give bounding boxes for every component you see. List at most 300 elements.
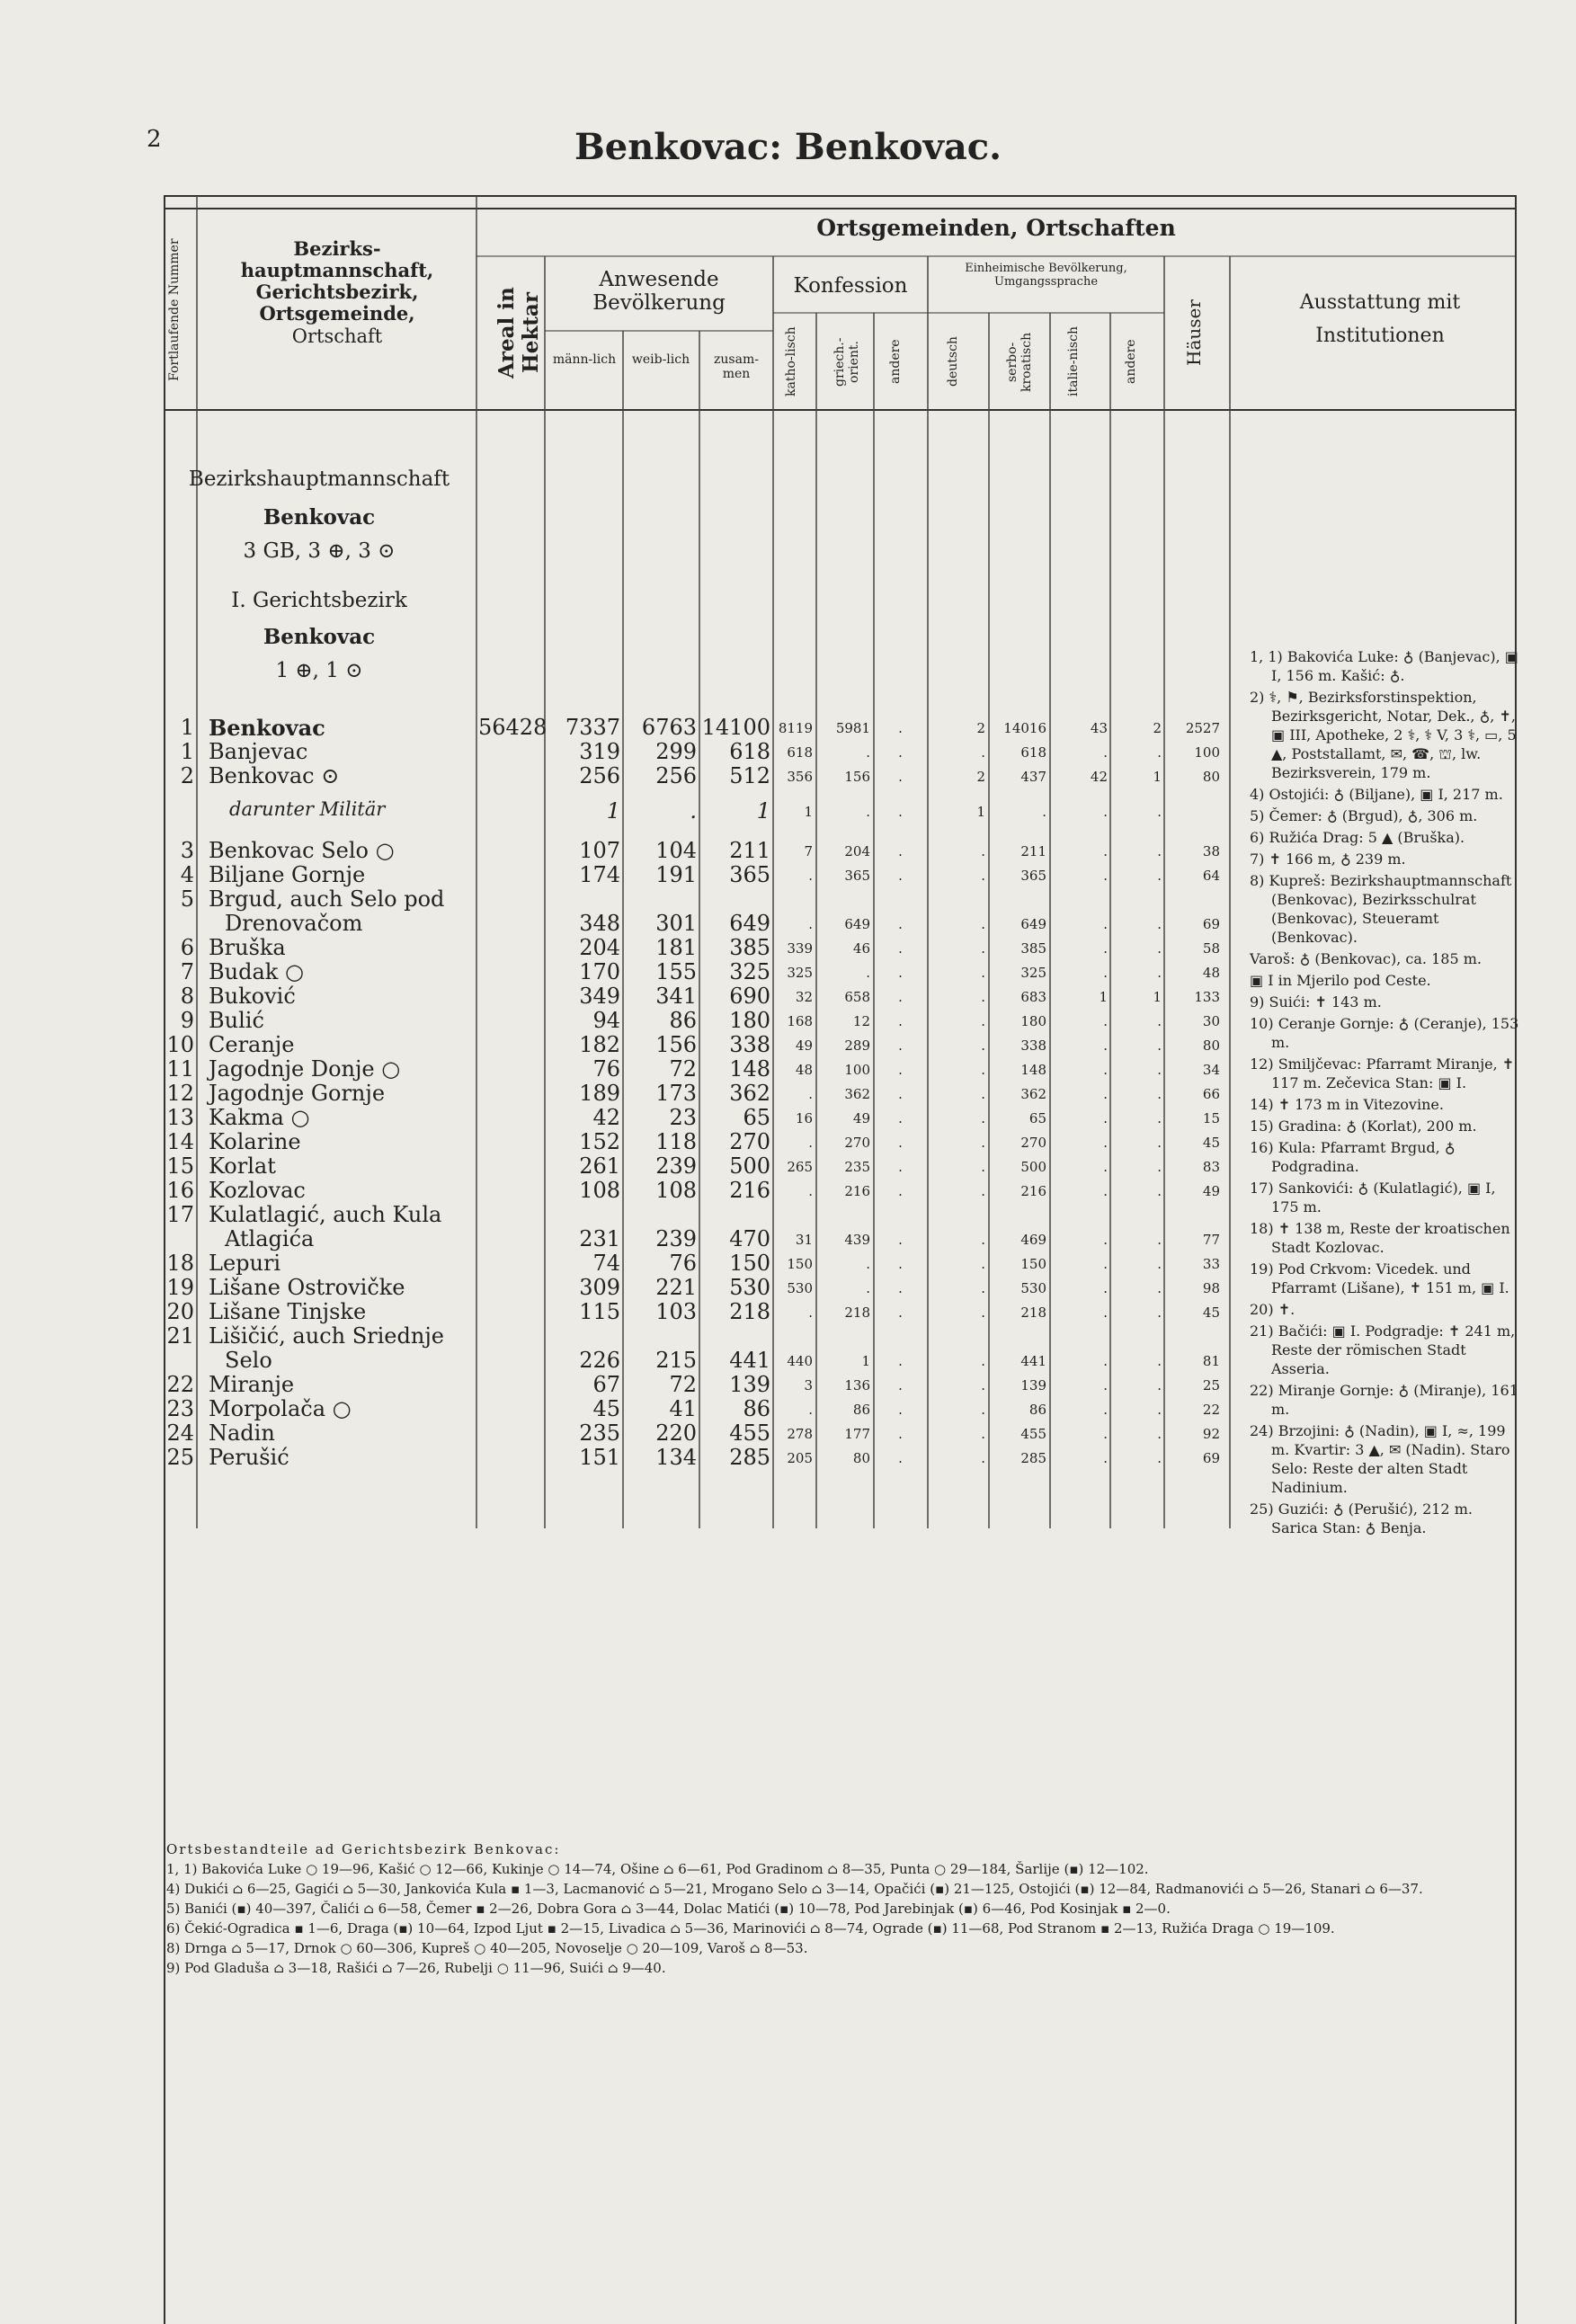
cell-it: 42 bbox=[1090, 769, 1108, 785]
row-name: darunter Militär bbox=[229, 798, 386, 820]
row-name: Banjevac bbox=[209, 739, 308, 764]
cell-gr: 439 bbox=[844, 1232, 870, 1248]
cell-h: 133 bbox=[1194, 989, 1220, 1005]
cell-it: . bbox=[1103, 1110, 1108, 1126]
cell-and: . bbox=[898, 1402, 903, 1418]
row-name: Jagodnje Gornje bbox=[209, 1081, 386, 1106]
cell-kath: 339 bbox=[787, 940, 813, 957]
row-name: Lepuri bbox=[209, 1251, 281, 1276]
cell-an: . bbox=[1157, 1232, 1162, 1248]
note-item: 9) Suići: ✝ 143 m. bbox=[1250, 993, 1382, 1011]
cell-w: 76 bbox=[669, 1251, 697, 1276]
note-item: 10) Ceranje Gornje: ♁ (Ceranje), 153 m. bbox=[1250, 1015, 1519, 1051]
cell-gr: 204 bbox=[844, 843, 870, 859]
cell-w: 215 bbox=[655, 1348, 697, 1373]
header-areal: Areal in Hektar bbox=[494, 287, 543, 378]
cell-it: . bbox=[1103, 1159, 1108, 1175]
cell-it: . bbox=[1103, 940, 1108, 957]
cell-it: . bbox=[1103, 744, 1108, 761]
cell-nr: 21 bbox=[166, 1323, 194, 1349]
cell-gr: 156 bbox=[844, 769, 870, 785]
section-counts: 3 GB, 3 ⊕, 3 ⊙ bbox=[243, 539, 396, 563]
header-italienisch: italie-nisch bbox=[1066, 326, 1081, 397]
cell-w: 299 bbox=[655, 739, 697, 764]
cell-it: . bbox=[1103, 965, 1108, 981]
cell-and: . bbox=[898, 1256, 903, 1272]
cell-and: . bbox=[898, 843, 903, 859]
cell-kath: 16 bbox=[795, 1110, 813, 1126]
cell-m: 74 bbox=[592, 1251, 620, 1276]
cell-an: . bbox=[1157, 1037, 1162, 1054]
note-item: 25) Guzići: ♁ (Perušić), 212 m. Sarica Stan: ♁ Benja. bbox=[1250, 1500, 1473, 1536]
row-name: Ceranje bbox=[209, 1032, 295, 1057]
row-name: Perušić bbox=[209, 1445, 289, 1470]
cell-m: 349 bbox=[579, 984, 620, 1009]
cell-gr: . bbox=[866, 965, 870, 981]
cell-kath: 31 bbox=[795, 1232, 813, 1248]
cell-w: 239 bbox=[655, 1153, 697, 1179]
cell-w: 173 bbox=[655, 1081, 697, 1106]
cell-w: 181 bbox=[655, 935, 697, 960]
cell-w: 301 bbox=[655, 911, 697, 936]
cell-an: . bbox=[1157, 940, 1162, 957]
cell-m: 256 bbox=[579, 763, 620, 788]
cell-de: . bbox=[981, 989, 985, 1005]
row-name: Buković bbox=[209, 984, 296, 1009]
cell-z: 470 bbox=[729, 1226, 770, 1251]
row-name: Korlat bbox=[209, 1153, 276, 1179]
cell-nr: 1 bbox=[180, 715, 194, 740]
cell-and: . bbox=[898, 940, 903, 957]
cell-m: 45 bbox=[592, 1396, 620, 1421]
cell-and: . bbox=[898, 1183, 903, 1199]
header-bevoelkerung: Anwesende Bevölkerung bbox=[592, 268, 726, 316]
cell-and: . bbox=[898, 1377, 903, 1394]
cell-de: . bbox=[981, 1232, 985, 1248]
cell-and: . bbox=[898, 965, 903, 981]
cell-and: . bbox=[898, 1062, 903, 1078]
cell-de: . bbox=[981, 940, 985, 957]
cell-m: 94 bbox=[592, 1008, 620, 1033]
note-item: 1, 1) Bakovića Luke: ♁ (Banjevac), ▣ I, 156 m. Kašić: ♁. bbox=[1250, 648, 1518, 684]
cell-m: 261 bbox=[579, 1153, 620, 1179]
cell-w: 221 bbox=[655, 1275, 697, 1300]
cell-an: . bbox=[1157, 1402, 1162, 1418]
cell-de: . bbox=[981, 1086, 985, 1102]
cell-an: . bbox=[1157, 1135, 1162, 1151]
cell-nr: 4 bbox=[180, 862, 194, 887]
header-andere-konfession: andere bbox=[888, 339, 903, 385]
note-item: 22) Miranje Gornje: ♁ (Miranje), 161 m. bbox=[1250, 1382, 1518, 1418]
cell-z: 500 bbox=[729, 1153, 770, 1179]
cell-de: 1 bbox=[976, 804, 985, 820]
cell-kath: 3 bbox=[804, 1377, 813, 1394]
cell-it: . bbox=[1103, 868, 1108, 884]
cell-an: 1 bbox=[1153, 769, 1162, 785]
cell-kath: . bbox=[808, 1304, 813, 1321]
header-andere-sprache: andere bbox=[1124, 339, 1138, 385]
cell-nr: 14 bbox=[166, 1129, 194, 1154]
cell-an: . bbox=[1157, 1377, 1162, 1394]
row-name-cont: Drenovačom bbox=[225, 911, 363, 936]
cell-kath: 8119 bbox=[778, 720, 813, 736]
cell-h: 64 bbox=[1202, 868, 1220, 884]
cell-sk: 362 bbox=[1020, 1086, 1046, 1102]
cell-kath: 265 bbox=[787, 1159, 813, 1175]
cell-de: 2 bbox=[976, 720, 985, 736]
cell-gr: . bbox=[866, 804, 870, 820]
cell-de: . bbox=[981, 843, 985, 859]
row-name: Morpolača ○ bbox=[209, 1396, 352, 1421]
footnote-item: 1, 1) Bakovića Luke ○ 19—96, Kašić ○ 12—66, Kukinje ○ 14—74, Ošine ⌂ 6—61, Pod Gradinom ⌂ 8—35, Punta ○ 29—184, Šarlije (▪) 12—102. bbox=[166, 1861, 1149, 1877]
cell-sk: 365 bbox=[1020, 868, 1046, 884]
cell-kath: 168 bbox=[787, 1013, 813, 1029]
cell-h: 66 bbox=[1202, 1086, 1220, 1102]
cell-sk: 441 bbox=[1020, 1353, 1046, 1369]
cell-it: . bbox=[1103, 1086, 1108, 1102]
cell-it: . bbox=[1103, 1037, 1108, 1054]
row-name: Kakma ○ bbox=[209, 1105, 310, 1130]
header-ortsgemeinden: Ortsgemeinden, Ortschaften bbox=[816, 215, 1176, 241]
header-ausstattung: Ausstattung mit Institutionen bbox=[1299, 291, 1461, 348]
cell-an: . bbox=[1157, 1013, 1162, 1029]
header-deutsch: deutsch bbox=[946, 336, 960, 387]
cell-nr: 15 bbox=[166, 1153, 194, 1179]
cell-h: 69 bbox=[1202, 1450, 1220, 1466]
cell-nr: 22 bbox=[166, 1372, 194, 1397]
cell-w: 341 bbox=[655, 984, 697, 1009]
cell-z: 690 bbox=[729, 984, 770, 1009]
cell-h: 38 bbox=[1202, 843, 1220, 859]
cell-kath: 48 bbox=[795, 1062, 813, 1078]
cell-nr: 8 bbox=[180, 984, 194, 1009]
cell-sk: 530 bbox=[1020, 1280, 1046, 1296]
cell-nr: 2 bbox=[180, 763, 194, 788]
header-zusammen: zusam-men bbox=[714, 352, 759, 382]
cell-de: . bbox=[981, 1110, 985, 1126]
cell-gr: 365 bbox=[844, 868, 870, 884]
cell-h: 69 bbox=[1202, 916, 1220, 932]
cell-it: . bbox=[1103, 804, 1108, 820]
cell-kath: 325 bbox=[787, 965, 813, 981]
cell-de: . bbox=[981, 1280, 985, 1296]
cell-h: 33 bbox=[1202, 1256, 1220, 1272]
cell-an: . bbox=[1157, 744, 1162, 761]
cell-nr: 17 bbox=[166, 1202, 194, 1227]
cell-gr: 235 bbox=[844, 1159, 870, 1175]
cell-m: 189 bbox=[579, 1081, 620, 1106]
cell-m: 151 bbox=[579, 1445, 620, 1470]
cell-kath: 1 bbox=[804, 804, 813, 820]
row-name: Budak ○ bbox=[209, 959, 304, 984]
cell-and: . bbox=[898, 744, 903, 761]
cell-an: . bbox=[1157, 965, 1162, 981]
row-name: Bulić bbox=[209, 1008, 264, 1033]
cell-w: 118 bbox=[655, 1129, 697, 1154]
cell-areal: 56428 bbox=[478, 715, 548, 740]
cell-m: 309 bbox=[579, 1275, 620, 1300]
cell-z: 180 bbox=[729, 1008, 770, 1033]
cell-sk: 683 bbox=[1020, 989, 1046, 1005]
cell-nr: 9 bbox=[180, 1008, 194, 1033]
cell-nr: 25 bbox=[166, 1445, 194, 1470]
cell-an: . bbox=[1157, 843, 1162, 859]
cell-it: . bbox=[1103, 1377, 1108, 1394]
cell-and: . bbox=[898, 769, 903, 785]
footnotes bbox=[166, 1840, 1524, 1979]
cell-an: . bbox=[1157, 1110, 1162, 1126]
footnote-title: Ortsbestandteile ad Gerichtsbezirk Benkovac: bbox=[166, 1841, 561, 1857]
cell-h: 45 bbox=[1202, 1304, 1220, 1321]
cell-z: 649 bbox=[729, 911, 770, 936]
header-einheimische: Einheimische Bevölkerung, Umgangssprache bbox=[965, 262, 1127, 289]
cell-w: 156 bbox=[655, 1032, 697, 1057]
cell-it: 43 bbox=[1090, 720, 1108, 736]
cell-z: 150 bbox=[729, 1251, 770, 1276]
cell-an: . bbox=[1157, 1159, 1162, 1175]
cell-nr: 1 bbox=[180, 739, 194, 764]
cell-z: 618 bbox=[729, 739, 770, 764]
cell-h: 25 bbox=[1202, 1377, 1220, 1394]
cell-m: 115 bbox=[579, 1299, 620, 1324]
note-item: 8) Kupreš: Bezirkshauptmannschaft (Benkovac), Bezirksschulrat (Benkovac), Steueramt (Benkovac). bbox=[1250, 872, 1512, 946]
cell-gr: 362 bbox=[844, 1086, 870, 1102]
cell-and: . bbox=[898, 1232, 903, 1248]
cell-gr: . bbox=[866, 1280, 870, 1296]
cell-de: . bbox=[981, 1062, 985, 1078]
cell-m: 1 bbox=[606, 798, 620, 824]
footnote-item: 9) Pod Gladuša ⌂ 3—18, Rašići ⌂ 7—26, Rubelji ○ 11—96, Suići ⌂ 9—40. bbox=[166, 1960, 666, 1976]
cell-an: . bbox=[1157, 1304, 1162, 1321]
cell-sk: 385 bbox=[1020, 940, 1046, 957]
cell-m: 152 bbox=[579, 1129, 620, 1154]
cell-m: 170 bbox=[579, 959, 620, 984]
cell-h: 80 bbox=[1202, 769, 1220, 785]
cell-sk: 270 bbox=[1020, 1135, 1046, 1151]
cell-kath: 618 bbox=[787, 744, 813, 761]
section-gerichtsbezirk-counts: 1 ⊕, 1 ⊙ bbox=[275, 659, 363, 682]
cell-gr: 649 bbox=[844, 916, 870, 932]
cell-m: 174 bbox=[579, 862, 620, 887]
cell-de: . bbox=[981, 744, 985, 761]
cell-gr: 177 bbox=[844, 1426, 870, 1442]
cell-z: 455 bbox=[729, 1420, 770, 1446]
cell-z: 139 bbox=[729, 1372, 770, 1397]
cell-nr: 23 bbox=[166, 1396, 194, 1421]
cell-m: 226 bbox=[579, 1348, 620, 1373]
cell-kath: 356 bbox=[787, 769, 813, 785]
cell-kath: 32 bbox=[795, 989, 813, 1005]
cell-an: 1 bbox=[1153, 989, 1162, 1005]
cell-z: 216 bbox=[729, 1178, 770, 1203]
cell-sk: 437 bbox=[1020, 769, 1046, 785]
cell-w: 256 bbox=[655, 763, 697, 788]
cell-h: 92 bbox=[1202, 1426, 1220, 1442]
cell-sk: 180 bbox=[1020, 1013, 1046, 1029]
note-item: 7) ✝ 166 m, ♁ 239 m. bbox=[1250, 850, 1406, 868]
cell-and: . bbox=[898, 1280, 903, 1296]
cell-de: . bbox=[981, 1402, 985, 1418]
row-name: Biljane Gornje bbox=[209, 862, 366, 887]
cell-an: . bbox=[1157, 1183, 1162, 1199]
cell-it: . bbox=[1103, 916, 1108, 932]
cell-de: . bbox=[981, 1013, 985, 1029]
cell-sk: 139 bbox=[1020, 1377, 1046, 1394]
header-serbo-kroatisch: serbo-kroatisch bbox=[1005, 332, 1034, 392]
footnote-item: 5) Banići (▪) 40—397, Čalići ⌂ 6—58, Čemer ▪ 2—26, Dobra Gora ⌂ 3—44, Dolac Matići (▪) 10—78, Pod Jarebinjak (▪) 6—46, Pod Kosinjak ▪ 2—0. bbox=[166, 1901, 1171, 1917]
cell-and: . bbox=[898, 1110, 903, 1126]
cell-z: 65 bbox=[743, 1105, 770, 1130]
cell-h: 98 bbox=[1202, 1280, 1220, 1296]
cell-m: 107 bbox=[579, 838, 620, 863]
cell-an: 2 bbox=[1153, 720, 1162, 736]
cell-w: 220 bbox=[655, 1420, 697, 1446]
cell-it: . bbox=[1103, 1280, 1108, 1296]
cell-gr: 5981 bbox=[835, 720, 870, 736]
cell-h: 80 bbox=[1202, 1037, 1220, 1054]
cell-kath: 150 bbox=[787, 1256, 813, 1272]
cell-h: 2527 bbox=[1185, 720, 1220, 736]
cell-it: . bbox=[1103, 1426, 1108, 1442]
cell-sk: 338 bbox=[1020, 1037, 1046, 1054]
header-konfession: Konfession bbox=[793, 274, 908, 298]
cell-z: 441 bbox=[729, 1348, 770, 1373]
cell-an: . bbox=[1157, 1450, 1162, 1466]
cell-h: 34 bbox=[1202, 1062, 1220, 1078]
header-griech-orient: griech.-orient. bbox=[833, 337, 861, 387]
note-item: 17) Sankovići: ♁ (Kulatlagić), ▣ I, 175 m. bbox=[1250, 1180, 1496, 1215]
cell-de: . bbox=[981, 1353, 985, 1369]
cell-sk: 150 bbox=[1020, 1256, 1046, 1272]
cell-nr: 13 bbox=[166, 1105, 194, 1130]
cell-sk: 455 bbox=[1020, 1426, 1046, 1442]
cell-w: 86 bbox=[669, 1008, 697, 1033]
cell-and: . bbox=[898, 1037, 903, 1054]
cell-it: . bbox=[1103, 1402, 1108, 1418]
note-item: 18) ✝ 138 m, Reste der kroatischen Stadt Kozlovac. bbox=[1250, 1220, 1510, 1256]
section-benkovac: Benkovac bbox=[263, 505, 376, 530]
footnote-item: 8) Drnga ⌂ 5—17, Drnok ○ 60—306, Kupreš ○ 40—205, Novoselje ○ 20—109, Varoš ⌂ 8—53. bbox=[166, 1940, 808, 1956]
cell-gr: 216 bbox=[844, 1183, 870, 1199]
cell-nr: 5 bbox=[180, 886, 194, 912]
cell-and: . bbox=[898, 989, 903, 1005]
cell-w: 72 bbox=[669, 1372, 697, 1397]
cell-nr: 16 bbox=[166, 1178, 194, 1203]
cell-and: . bbox=[898, 1304, 903, 1321]
cell-z: 338 bbox=[729, 1032, 770, 1057]
section-bezirkshauptmannschaft: Bezirkshauptmannschaft bbox=[188, 467, 450, 491]
cell-h: 48 bbox=[1202, 965, 1220, 981]
row-name: Jagodnje Donje ○ bbox=[209, 1056, 401, 1082]
cell-de: . bbox=[981, 1426, 985, 1442]
cell-w: 41 bbox=[669, 1396, 697, 1421]
row-name: Kolarine bbox=[209, 1129, 301, 1154]
cell-de: . bbox=[981, 1183, 985, 1199]
row-name: Kulatlagić, auch Kula bbox=[209, 1202, 442, 1227]
cell-it: . bbox=[1103, 1353, 1108, 1369]
row-name: Brgud, auch Selo pod bbox=[209, 886, 445, 912]
cell-sk: 285 bbox=[1020, 1450, 1046, 1466]
cell-z: 86 bbox=[743, 1396, 770, 1421]
cell-it: 1 bbox=[1099, 989, 1108, 1005]
row-name-cont: Selo bbox=[225, 1348, 272, 1373]
cell-gr: 49 bbox=[852, 1110, 870, 1126]
note-item: 15) Gradina: ♁ (Korlat), 200 m. bbox=[1250, 1117, 1477, 1135]
row-name: Bruška bbox=[209, 935, 286, 960]
cell-m: 319 bbox=[579, 739, 620, 764]
cell-sk: 218 bbox=[1020, 1304, 1046, 1321]
cell-and: . bbox=[898, 1013, 903, 1029]
cell-and: . bbox=[898, 1426, 903, 1442]
cell-z: 1 bbox=[756, 798, 770, 824]
cell-de: . bbox=[981, 1159, 985, 1175]
row-name: Nadin bbox=[209, 1420, 275, 1446]
cell-z: 512 bbox=[729, 763, 770, 788]
cell-an: . bbox=[1157, 1062, 1162, 1078]
cell-an: . bbox=[1157, 868, 1162, 884]
note-item: ▣ I in Mjerilo pod Ceste. bbox=[1250, 972, 1431, 989]
cell-it: . bbox=[1103, 1304, 1108, 1321]
cell-gr: 100 bbox=[844, 1062, 870, 1078]
cell-an: . bbox=[1157, 1426, 1162, 1442]
cell-and: . bbox=[898, 1086, 903, 1102]
header-maennlich: männ-lich bbox=[552, 352, 617, 367]
cell-de: . bbox=[981, 868, 985, 884]
cell-w: 6763 bbox=[641, 715, 697, 740]
cell-m: 7337 bbox=[565, 715, 620, 740]
row-name: Miranje bbox=[209, 1372, 295, 1397]
page-number: 2 bbox=[147, 126, 162, 153]
cell-gr: 46 bbox=[852, 940, 870, 957]
header-bezirk: Bezirks- hauptmannschaft, Gerichtsbezirk, Ortsgemeinde, Ortschaft bbox=[240, 237, 434, 347]
cell-de: . bbox=[981, 916, 985, 932]
cell-h: 49 bbox=[1202, 1183, 1220, 1199]
cell-z: 325 bbox=[729, 959, 770, 984]
cell-it: . bbox=[1103, 1256, 1108, 1272]
footnote-item: 4) Dukići ⌂ 6—25, Gagići ⌂ 5—30, Jankovića Kula ▪ 1—3, Lacmanović ⌂ 5—21, Mrogano Selo ⌂ 3—14, Opačići (▪) 21—125, Ostojići (▪) 12—84, Radmanovići ⌂ 5—26, Stanari ⌂ 6—37. bbox=[166, 1881, 1423, 1897]
cell-kath: 205 bbox=[787, 1450, 813, 1466]
cell-m: 76 bbox=[592, 1056, 620, 1082]
note-item: 21) Bačići: ▣ I. Podgradje: ✝ 241 m, Reste der römischen Stadt Asseria. bbox=[1250, 1322, 1516, 1377]
cell-m: 42 bbox=[592, 1105, 620, 1130]
note-item: 24) Brzojini: ♁ (Nadin), ▣ I, ≈, 199 m. Kvartir: 3 ▲, ✉ (Nadin). Staro Selo: Reste der alten Stadt Nadinium. bbox=[1250, 1422, 1510, 1496]
cell-nr: 6 bbox=[180, 935, 194, 960]
cell-it: . bbox=[1103, 1450, 1108, 1466]
cell-z: 14100 bbox=[701, 715, 770, 740]
cell-gr: 270 bbox=[844, 1135, 870, 1151]
row-name: Benkovac bbox=[209, 715, 325, 741]
cell-nr: 19 bbox=[166, 1275, 194, 1300]
cell-sk: 86 bbox=[1028, 1402, 1046, 1418]
row-name: Lišane Ostrovičke bbox=[209, 1275, 405, 1300]
cell-h: 45 bbox=[1202, 1135, 1220, 1151]
cell-sk: 216 bbox=[1020, 1183, 1046, 1199]
cell-sk: 618 bbox=[1020, 744, 1046, 761]
note-item: Varoš: ♁ (Benkovac), ca. 185 m. bbox=[1250, 950, 1482, 967]
row-name: Benkovac Selo ○ bbox=[209, 838, 395, 863]
cell-it: . bbox=[1103, 1232, 1108, 1248]
cell-an: . bbox=[1157, 804, 1162, 820]
note-item: 19) Pod Crkvom: Vicedek. und Pfarramt (Lišane), ✝ 151 m, ▣ I. bbox=[1250, 1260, 1509, 1296]
note-item: 20) ✝. bbox=[1250, 1301, 1296, 1318]
cell-m: 182 bbox=[579, 1032, 620, 1057]
cell-kath: . bbox=[808, 916, 813, 932]
cell-and: . bbox=[898, 720, 903, 736]
cell-it: . bbox=[1103, 843, 1108, 859]
cell-gr: . bbox=[866, 1256, 870, 1272]
cell-nr: 18 bbox=[166, 1251, 194, 1276]
cell-m: 348 bbox=[579, 911, 620, 936]
